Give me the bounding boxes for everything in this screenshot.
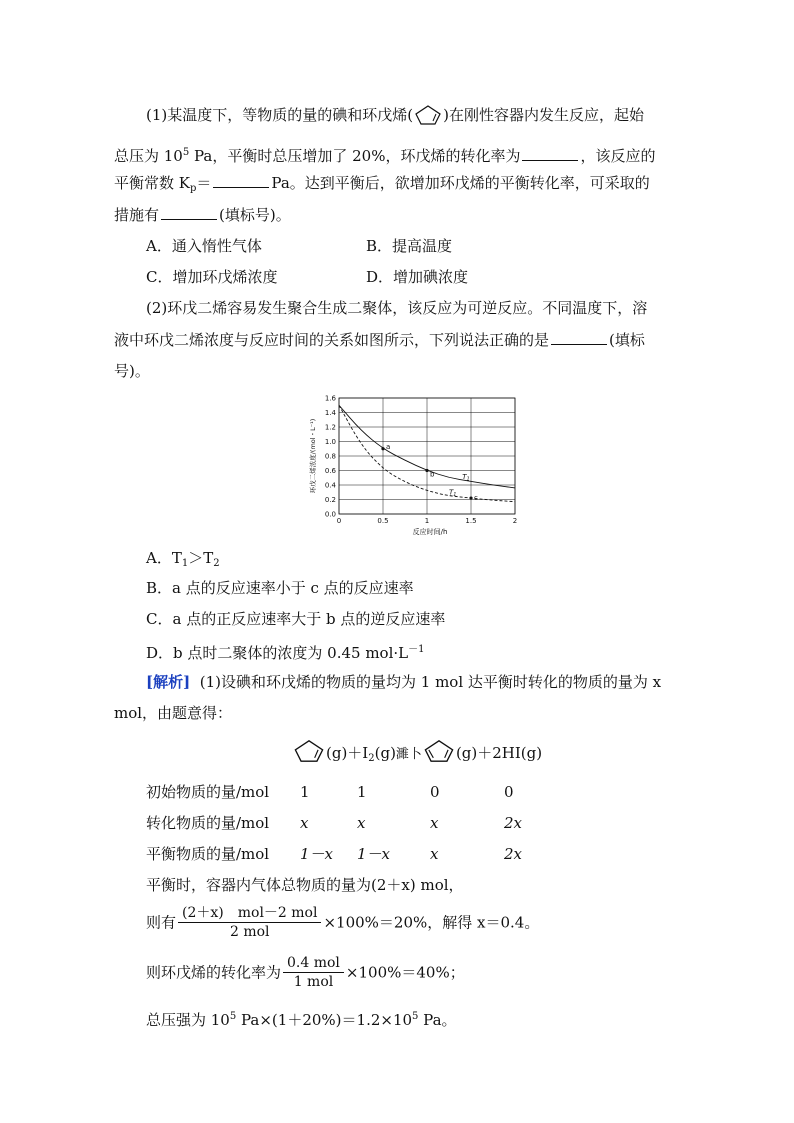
q1-option-c: C．增加环戊烯浓度: [146, 268, 278, 286]
q1-text: 措施有: [114, 206, 160, 224]
y-tick-label: 1.0: [324, 438, 336, 446]
table-cell: 1－x: [357, 845, 391, 863]
q2-text: D．b 点时二聚体的浓度为 0.45 mol·L: [146, 644, 409, 662]
reaction-equation: [292, 738, 542, 769]
y-tick-label: 1.2: [324, 423, 336, 432]
subscript: 1: [181, 558, 189, 569]
q1-option-d: D．增加碘浓度: [366, 268, 469, 286]
q2-option-a: [146, 548, 220, 574]
q2-option-b: B．a 点的反应速率小于 c 点的反应速率: [146, 579, 414, 597]
superscript: 5: [412, 1011, 419, 1022]
q1-text: ，该反应的: [580, 147, 656, 165]
concentration-time-chart: [305, 392, 535, 540]
chart-grid: [339, 398, 515, 514]
q1-text: Pa。达到平衡后，欲增加环戊烯的平衡转化率，可采取的: [271, 174, 650, 192]
y-tick-label: 0.8: [324, 452, 336, 461]
q2-line-2: [114, 330, 645, 350]
data-point-label: a: [386, 442, 391, 451]
fraction: [283, 954, 344, 991]
equation-text: (g)＋2HI(g): [455, 744, 543, 762]
subscript: p: [189, 183, 197, 194]
fraction-denominator: 2 mol: [229, 924, 270, 940]
jiexi-text: Pa×(1＋20%)＝1.2×10: [236, 1011, 413, 1029]
fraction-numerator: (2＋x) mol－2 mol: [178, 904, 321, 923]
jiexi-tag: [解析]: [146, 673, 191, 691]
subscript: 2: [368, 753, 375, 764]
superscript: 5: [229, 1011, 237, 1022]
jiexi-total-moles: 平衡时，容器内气体总物质的量为(2＋x) mol，: [146, 876, 464, 894]
table-cell: x: [430, 814, 439, 832]
jiexi-text: (1)设碘和环戊烯的物质的量均为 1 mol 达平衡时转化的物质的量为 x: [199, 673, 662, 691]
subscript: 2: [213, 558, 220, 569]
answer-blank: [551, 330, 607, 345]
x-tick-label: 2: [512, 517, 518, 525]
cyclopentadiene-icon: [422, 738, 456, 764]
table-cell: 0: [430, 783, 440, 801]
curve-label-subscript: 1: [453, 491, 457, 498]
y-tick-label: 1.6: [324, 394, 336, 403]
equation-text: (g): [374, 744, 396, 762]
q1-text: )在刚性容器内发生反应，起始: [443, 106, 644, 124]
data-point-label: c: [474, 494, 478, 503]
y-axis-label: 环戊二烯浓度/(mol・L⁻¹): [309, 418, 317, 494]
x-tick-label: 0.5: [377, 517, 389, 525]
q2-text: (填标: [609, 331, 645, 349]
table-cell: 2x: [504, 845, 523, 863]
equation-text: (g)＋I: [326, 744, 369, 762]
answer-blank: [522, 146, 578, 161]
q1-option-a: A．通入惰性气体: [146, 237, 262, 255]
x-tick-label: 1: [424, 517, 430, 525]
table-row-label: 初始物质的量/mol: [146, 783, 270, 801]
table-cell: 1－x: [300, 845, 334, 863]
q1-text: Pa，平衡时总压增加了 20%，环戊烯的转化率为: [189, 147, 521, 165]
y-tick-label: 1.4: [324, 409, 336, 417]
table-cell: 0: [504, 783, 514, 801]
curve-label: $T_1$: [462, 473, 470, 483]
q2-line-3: 号)。: [114, 362, 150, 380]
jiexi-text: Pa。: [418, 1011, 457, 1029]
q2-line-1: (2)环戊二烯容易发生聚合生成二聚体，该反应为可逆反应。不同温度下，溶: [146, 299, 648, 317]
x-tick-label: 0: [336, 517, 342, 525]
superscript: 5: [182, 147, 190, 158]
y-tick-label: 0.6: [324, 467, 336, 475]
jiexi-text: ×100%＝40%；: [345, 963, 465, 982]
q1-option-b: B．提高温度: [366, 237, 453, 255]
y-tick-label: 0.0: [324, 510, 336, 519]
q1-text: ＝: [196, 174, 212, 192]
q1-line-2: [114, 143, 656, 166]
jiexi-total-pressure: [146, 1007, 457, 1030]
fraction-denominator: 1 mol: [293, 974, 334, 990]
jiexi-text: 则环戊烯的转化率为: [146, 963, 282, 982]
fraction: [178, 904, 321, 941]
table-cell: x: [357, 814, 366, 832]
equilibrium-arrow: 濉卜: [395, 747, 422, 762]
x-axis-label: 反应时间/h: [412, 528, 448, 536]
data-point: [381, 447, 384, 450]
y-tick-label: 0.2: [324, 496, 336, 504]
table-row-label: 转化物质的量/mol: [146, 814, 270, 832]
cyclopentene-icon: [292, 738, 326, 764]
chart-ticks: [325, 395, 517, 526]
data-point: [469, 496, 472, 499]
curve-label-subscript: 1: [466, 476, 470, 483]
jiexi-text: 则有: [146, 913, 177, 932]
answer-blank: [161, 205, 217, 220]
jiexi-equation-1: [146, 904, 539, 946]
q1-text: (1)某温度下，等物质的量的碘和环戊烯(: [146, 106, 414, 124]
chart-points: [381, 443, 478, 502]
cyclopentene-icon: [413, 104, 443, 126]
q1-text: 平衡常数 K: [114, 174, 190, 192]
table-cell: 2x: [504, 814, 523, 832]
y-tick-label: 0.4: [324, 481, 336, 490]
q2-option-d: [146, 640, 425, 663]
answer-blank: [213, 173, 269, 188]
q2-option-c: C．a 点的正反应速率大于 b 点的逆反应速率: [146, 610, 446, 628]
jiexi-line-1: [146, 672, 661, 692]
q1-line-3: [114, 173, 650, 199]
table-cell: x: [300, 814, 309, 832]
curve-label: $T_1$: [449, 488, 457, 498]
table-cell: 1: [357, 783, 367, 801]
data-point: [425, 469, 428, 472]
q1-line-1: [146, 104, 644, 126]
q2-text: 液中环戊二烯浓度与反应时间的关系如图所示，下列说法正确的是: [114, 331, 550, 349]
jiexi-text: 总压强为 10: [146, 1011, 230, 1029]
x-tick-label: 1.5: [465, 517, 477, 525]
q1-text: (填标号)。: [219, 206, 291, 224]
superscript: －1: [408, 644, 425, 655]
table-cell: x: [430, 845, 439, 863]
jiexi-equation-2: [146, 954, 465, 996]
q1-text: 总压为 10: [114, 147, 183, 165]
q1-line-4: [114, 205, 291, 225]
jiexi-line-2: mol，由题意得：: [114, 704, 233, 722]
jiexi-text: ×100%＝20%，解得 x＝0.4。: [323, 913, 540, 932]
q2-text: ＞T: [188, 549, 214, 567]
data-point-label: b: [430, 470, 435, 479]
fraction-numerator: 0.4 mol: [283, 954, 344, 973]
table-cell: 1: [300, 783, 310, 801]
table-row-label: 平衡物质的量/mol: [146, 845, 270, 863]
q2-text: A．T: [146, 549, 182, 567]
